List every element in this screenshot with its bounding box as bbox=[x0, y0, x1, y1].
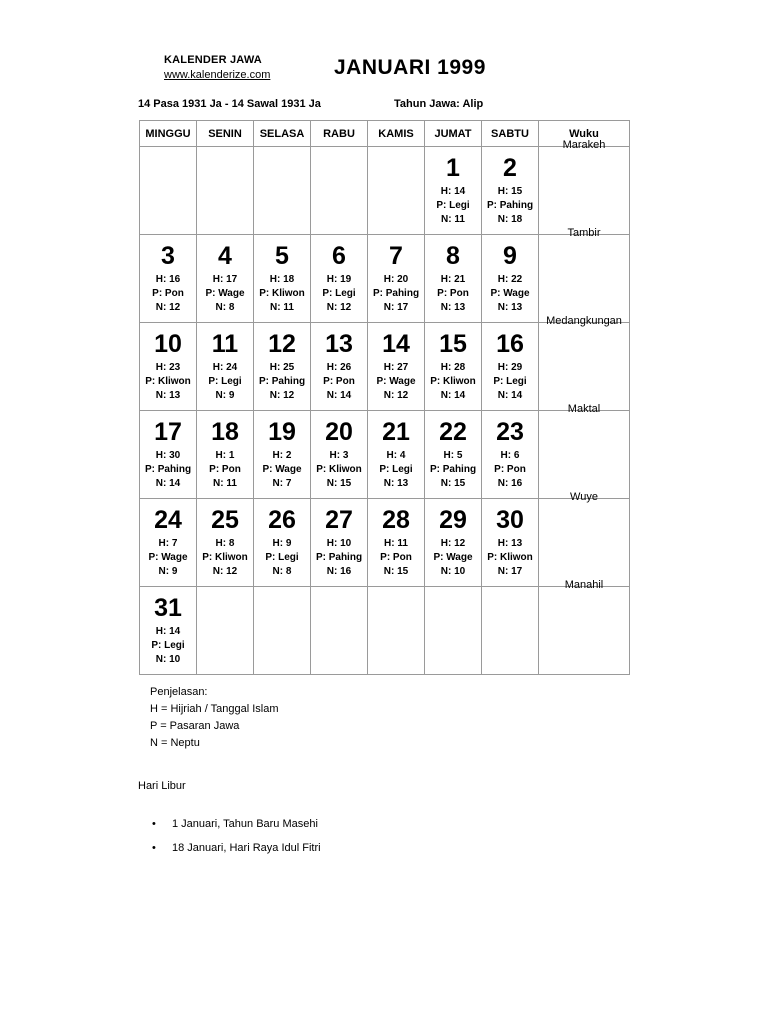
day-cell bbox=[254, 323, 311, 411]
pasaran: P: Pon bbox=[380, 552, 412, 563]
column-header-day: KAMIS bbox=[368, 121, 425, 147]
holiday-text: 1 Januari, Tahun Baru Masehi bbox=[172, 818, 318, 830]
day-cell bbox=[197, 499, 254, 587]
neptu: N: 8 bbox=[215, 302, 235, 313]
day-details bbox=[482, 449, 538, 491]
day-cell bbox=[425, 499, 482, 587]
day-cell bbox=[425, 235, 482, 323]
week-row bbox=[140, 147, 630, 235]
neptu: N: 7 bbox=[272, 478, 292, 489]
day-number: 4 bbox=[218, 242, 232, 270]
day-number: 15 bbox=[439, 330, 467, 358]
empty-day-cell bbox=[311, 587, 368, 675]
day-cell bbox=[140, 499, 197, 587]
hijri-date: H: 10 bbox=[326, 538, 352, 549]
pasaran: P: Kliwon bbox=[145, 376, 191, 387]
empty-day-cell bbox=[254, 587, 311, 675]
day-details bbox=[425, 537, 481, 579]
brand-url-link[interactable]: www.kalenderize.com bbox=[164, 69, 271, 81]
day-number: 18 bbox=[211, 418, 239, 446]
wuku-cell bbox=[539, 315, 630, 411]
pasaran: P: Pon bbox=[209, 464, 241, 475]
hijri-date: H: 20 bbox=[383, 274, 409, 285]
wuku-name: Manahil bbox=[564, 579, 604, 591]
column-header-day: MINGGU bbox=[140, 121, 197, 147]
neptu: N: 10 bbox=[440, 566, 466, 577]
day-cell bbox=[425, 323, 482, 411]
neptu: N: 17 bbox=[497, 566, 523, 577]
hijri-date: H: 21 bbox=[440, 274, 466, 285]
neptu: N: 11 bbox=[270, 302, 294, 313]
day-cell bbox=[197, 323, 254, 411]
wuku-name: Maktal bbox=[567, 403, 601, 415]
day-details bbox=[254, 273, 310, 315]
day-cell bbox=[311, 499, 368, 587]
pasaran: P: Wage bbox=[376, 376, 416, 387]
column-header-wuku: Wuku bbox=[539, 121, 630, 147]
pasaran: P: Legi bbox=[493, 376, 527, 387]
day-cell bbox=[482, 323, 539, 411]
day-number: 28 bbox=[382, 506, 410, 534]
neptu: N: 15 bbox=[383, 566, 409, 577]
day-number: 24 bbox=[154, 506, 182, 534]
day-number: 1 bbox=[446, 154, 460, 182]
brand-block bbox=[164, 54, 270, 81]
day-details bbox=[254, 537, 310, 579]
column-header-day: SABTU bbox=[482, 121, 539, 147]
calendar-table bbox=[139, 120, 630, 675]
hijri-date: H: 15 bbox=[497, 186, 523, 197]
day-details bbox=[140, 537, 196, 579]
day-details bbox=[140, 273, 196, 315]
holidays-title: Hari Libur bbox=[138, 780, 186, 792]
wuku-name: Marakeh bbox=[562, 139, 606, 151]
hijri-date: H: 17 bbox=[212, 274, 238, 285]
pasaran: P: Kliwon bbox=[259, 288, 305, 299]
pasaran: P: Legi bbox=[265, 552, 299, 563]
empty-day-cell bbox=[482, 587, 539, 675]
calendar-header-row bbox=[140, 121, 630, 147]
day-details bbox=[311, 537, 367, 579]
day-details bbox=[482, 185, 538, 227]
hijri-date: H: 11 bbox=[384, 538, 408, 549]
day-number: 14 bbox=[382, 330, 410, 358]
day-cell bbox=[311, 411, 368, 499]
bullet-icon: • bbox=[152, 818, 156, 830]
holiday-text: 18 Januari, Hari Raya Idul Fitri bbox=[172, 842, 321, 854]
pasaran: P: Pahing bbox=[258, 376, 306, 387]
neptu: N: 12 bbox=[212, 566, 238, 577]
day-cell bbox=[254, 235, 311, 323]
week-row bbox=[140, 235, 630, 323]
day-cell bbox=[368, 499, 425, 587]
day-cell bbox=[482, 499, 539, 587]
hijri-date: H: 2 bbox=[272, 450, 292, 461]
day-cell bbox=[425, 411, 482, 499]
day-details bbox=[425, 361, 481, 403]
hijri-date: H: 16 bbox=[155, 274, 181, 285]
day-number: 26 bbox=[268, 506, 296, 534]
day-number: 13 bbox=[325, 330, 353, 358]
day-number: 10 bbox=[154, 330, 182, 358]
hijri-date: H: 29 bbox=[497, 362, 523, 373]
neptu: N: 16 bbox=[497, 478, 523, 489]
hijri-date: H: 3 bbox=[329, 450, 349, 461]
day-number: 12 bbox=[268, 330, 296, 358]
wuku-cell bbox=[539, 139, 630, 235]
day-cell bbox=[368, 235, 425, 323]
legend-item-n: N = Neptu bbox=[150, 737, 200, 749]
day-details bbox=[197, 537, 253, 579]
day-number: 9 bbox=[503, 242, 517, 270]
javanese-date-range: 14 Pasa 1931 Ja - 14 Sawal 1931 Ja bbox=[138, 98, 321, 110]
day-cell bbox=[254, 499, 311, 587]
day-number: 27 bbox=[325, 506, 353, 534]
hijri-date: H: 9 bbox=[272, 538, 292, 549]
hijri-date: H: 30 bbox=[155, 450, 181, 461]
calendar-body bbox=[140, 139, 630, 675]
wuku-name: Wuye bbox=[570, 491, 598, 503]
hijri-date: H: 4 bbox=[386, 450, 406, 461]
neptu: N: 18 bbox=[497, 214, 523, 225]
pasaran: P: Legi bbox=[436, 200, 470, 211]
pasaran: P: Pon bbox=[152, 288, 184, 299]
pasaran: P: Legi bbox=[322, 288, 356, 299]
day-number: 19 bbox=[268, 418, 296, 446]
day-number: 16 bbox=[496, 330, 524, 358]
day-cell bbox=[197, 411, 254, 499]
pasaran: P: Legi bbox=[151, 640, 185, 651]
neptu: N: 16 bbox=[326, 566, 352, 577]
day-cell bbox=[425, 147, 482, 235]
legend-item-p: P = Pasaran Jawa bbox=[150, 720, 240, 732]
holiday-item bbox=[150, 840, 321, 864]
day-details bbox=[197, 273, 253, 315]
legend-title: Penjelasan: bbox=[150, 686, 208, 698]
brand-name: KALENDER JAWA bbox=[164, 54, 262, 66]
day-details bbox=[368, 537, 424, 579]
hijri-date: H: 22 bbox=[497, 274, 523, 285]
pasaran: P: Wage bbox=[433, 552, 473, 563]
pasaran: P: Kliwon bbox=[487, 552, 533, 563]
neptu: N: 15 bbox=[440, 478, 466, 489]
neptu: N: 9 bbox=[215, 390, 235, 401]
week-row bbox=[140, 323, 630, 411]
day-number: 8 bbox=[446, 242, 460, 270]
day-cell bbox=[482, 411, 539, 499]
hijri-date: H: 12 bbox=[440, 538, 466, 549]
day-details bbox=[482, 361, 538, 403]
pasaran: P: Pahing bbox=[315, 552, 363, 563]
day-details bbox=[254, 449, 310, 491]
day-cell bbox=[197, 235, 254, 323]
pasaran: P: Pahing bbox=[372, 288, 420, 299]
hijri-date: H: 19 bbox=[326, 274, 352, 285]
day-details bbox=[425, 449, 481, 491]
neptu: N: 17 bbox=[383, 302, 409, 313]
neptu: N: 13 bbox=[440, 302, 466, 313]
pasaran: P: Wage bbox=[148, 552, 188, 563]
day-number: 2 bbox=[503, 154, 517, 182]
day-cell bbox=[368, 323, 425, 411]
neptu: N: 10 bbox=[155, 654, 181, 665]
empty-day-cell bbox=[311, 147, 368, 235]
day-number: 20 bbox=[325, 418, 353, 446]
day-cell bbox=[368, 411, 425, 499]
neptu: N: 8 bbox=[272, 566, 292, 577]
hijri-date: H: 1 bbox=[215, 450, 235, 461]
wuku-cell bbox=[539, 403, 630, 499]
hijri-date: H: 7 bbox=[158, 538, 178, 549]
hijri-date: H: 13 bbox=[497, 538, 523, 549]
pasaran: P: Pahing bbox=[429, 464, 477, 475]
day-number: 22 bbox=[439, 418, 467, 446]
column-header-day: SELASA bbox=[254, 121, 311, 147]
pasaran: P: Kliwon bbox=[430, 376, 476, 387]
day-details bbox=[425, 273, 481, 315]
week-row bbox=[140, 411, 630, 499]
day-cell bbox=[140, 323, 197, 411]
pasaran: P: Legi bbox=[208, 376, 242, 387]
wuku-cell bbox=[539, 227, 630, 323]
day-details bbox=[140, 449, 196, 491]
day-number: 11 bbox=[211, 330, 239, 358]
day-details bbox=[197, 361, 253, 403]
neptu: N: 14 bbox=[155, 478, 181, 489]
empty-day-cell bbox=[197, 587, 254, 675]
legend bbox=[150, 684, 279, 752]
week-row bbox=[140, 499, 630, 587]
day-cell bbox=[482, 147, 539, 235]
column-header-day: JUMAT bbox=[425, 121, 482, 147]
hijri-date: H: 14 bbox=[440, 186, 466, 197]
day-number: 21 bbox=[382, 418, 410, 446]
day-details bbox=[311, 273, 367, 315]
wuku-cell bbox=[539, 579, 630, 675]
pasaran: P: Pon bbox=[494, 464, 526, 475]
day-details bbox=[482, 273, 538, 315]
day-details bbox=[311, 449, 367, 491]
hijri-date: H: 18 bbox=[269, 274, 295, 285]
empty-day-cell bbox=[368, 587, 425, 675]
day-number: 7 bbox=[389, 242, 403, 270]
pasaran: P: Wage bbox=[490, 288, 530, 299]
neptu: N: 13 bbox=[497, 302, 523, 313]
day-details bbox=[254, 361, 310, 403]
neptu: N: 12 bbox=[269, 390, 295, 401]
page-title: JANUARI 1999 bbox=[334, 56, 486, 79]
hijri-date: H: 25 bbox=[269, 362, 295, 373]
neptu: N: 12 bbox=[383, 390, 409, 401]
neptu: N: 9 bbox=[158, 566, 178, 577]
hijri-date: H: 24 bbox=[212, 362, 238, 373]
pasaran: P: Pon bbox=[437, 288, 469, 299]
neptu: N: 12 bbox=[155, 302, 181, 313]
neptu: N: 15 bbox=[326, 478, 352, 489]
day-number: 3 bbox=[161, 242, 175, 270]
day-details bbox=[368, 449, 424, 491]
empty-day-cell bbox=[254, 147, 311, 235]
day-number: 25 bbox=[211, 506, 239, 534]
pasaran: P: Pahing bbox=[144, 464, 192, 475]
hijri-date: H: 14 bbox=[155, 626, 181, 637]
day-cell bbox=[140, 587, 197, 675]
hijri-date: H: 8 bbox=[215, 538, 235, 549]
day-cell bbox=[140, 411, 197, 499]
day-details bbox=[311, 361, 367, 403]
neptu: N: 14 bbox=[440, 390, 466, 401]
pasaran: P: Wage bbox=[205, 288, 245, 299]
day-cell bbox=[254, 411, 311, 499]
pasaran: P: Legi bbox=[379, 464, 413, 475]
column-header-day: SENIN bbox=[197, 121, 254, 147]
bullet-icon: • bbox=[152, 842, 156, 854]
pasaran: P: Kliwon bbox=[202, 552, 248, 563]
day-details bbox=[140, 625, 196, 667]
neptu: N: 14 bbox=[326, 390, 352, 401]
legend-item-h: H = Hijriah / Tanggal Islam bbox=[150, 703, 279, 715]
pasaran: P: Pon bbox=[323, 376, 355, 387]
hijri-date: H: 28 bbox=[440, 362, 466, 373]
day-number: 17 bbox=[154, 418, 182, 446]
day-cell bbox=[311, 235, 368, 323]
javanese-year: Tahun Jawa: Alip bbox=[394, 98, 484, 110]
day-number: 30 bbox=[496, 506, 524, 534]
neptu: N: 12 bbox=[326, 302, 352, 313]
day-details bbox=[140, 361, 196, 403]
hijri-date: H: 23 bbox=[155, 362, 181, 373]
hijri-date: H: 27 bbox=[383, 362, 409, 373]
neptu: N: 13 bbox=[383, 478, 409, 489]
hijri-date: H: 5 bbox=[443, 450, 463, 461]
day-details bbox=[197, 449, 253, 491]
pasaran: P: Kliwon bbox=[316, 464, 362, 475]
day-number: 23 bbox=[496, 418, 524, 446]
wuku-cell bbox=[539, 491, 630, 587]
day-number: 29 bbox=[439, 506, 467, 534]
pasaran: P: Wage bbox=[262, 464, 302, 475]
day-number: 5 bbox=[275, 242, 289, 270]
neptu: N: 14 bbox=[497, 390, 523, 401]
neptu: N: 11 bbox=[441, 214, 465, 225]
week-row bbox=[140, 587, 630, 675]
hijri-date: H: 6 bbox=[500, 450, 520, 461]
hijri-date: H: 26 bbox=[326, 362, 352, 373]
wuku-name: Tambir bbox=[567, 227, 601, 239]
neptu: N: 11 bbox=[213, 478, 237, 489]
empty-day-cell bbox=[140, 147, 197, 235]
wuku-name: Medangkungan bbox=[546, 315, 622, 327]
neptu: N: 13 bbox=[155, 390, 181, 401]
day-cell bbox=[140, 235, 197, 323]
holidays-list bbox=[150, 816, 321, 864]
pasaran: P: Pahing bbox=[486, 200, 534, 211]
day-details bbox=[425, 185, 481, 227]
day-details bbox=[482, 537, 538, 579]
day-details bbox=[368, 361, 424, 403]
day-details bbox=[368, 273, 424, 315]
day-cell bbox=[311, 323, 368, 411]
empty-day-cell bbox=[425, 587, 482, 675]
empty-day-cell bbox=[368, 147, 425, 235]
day-number: 31 bbox=[154, 594, 182, 622]
column-header-day: RABU bbox=[311, 121, 368, 147]
holiday-item bbox=[150, 816, 321, 840]
empty-day-cell bbox=[197, 147, 254, 235]
day-number: 6 bbox=[332, 242, 346, 270]
day-cell bbox=[482, 235, 539, 323]
